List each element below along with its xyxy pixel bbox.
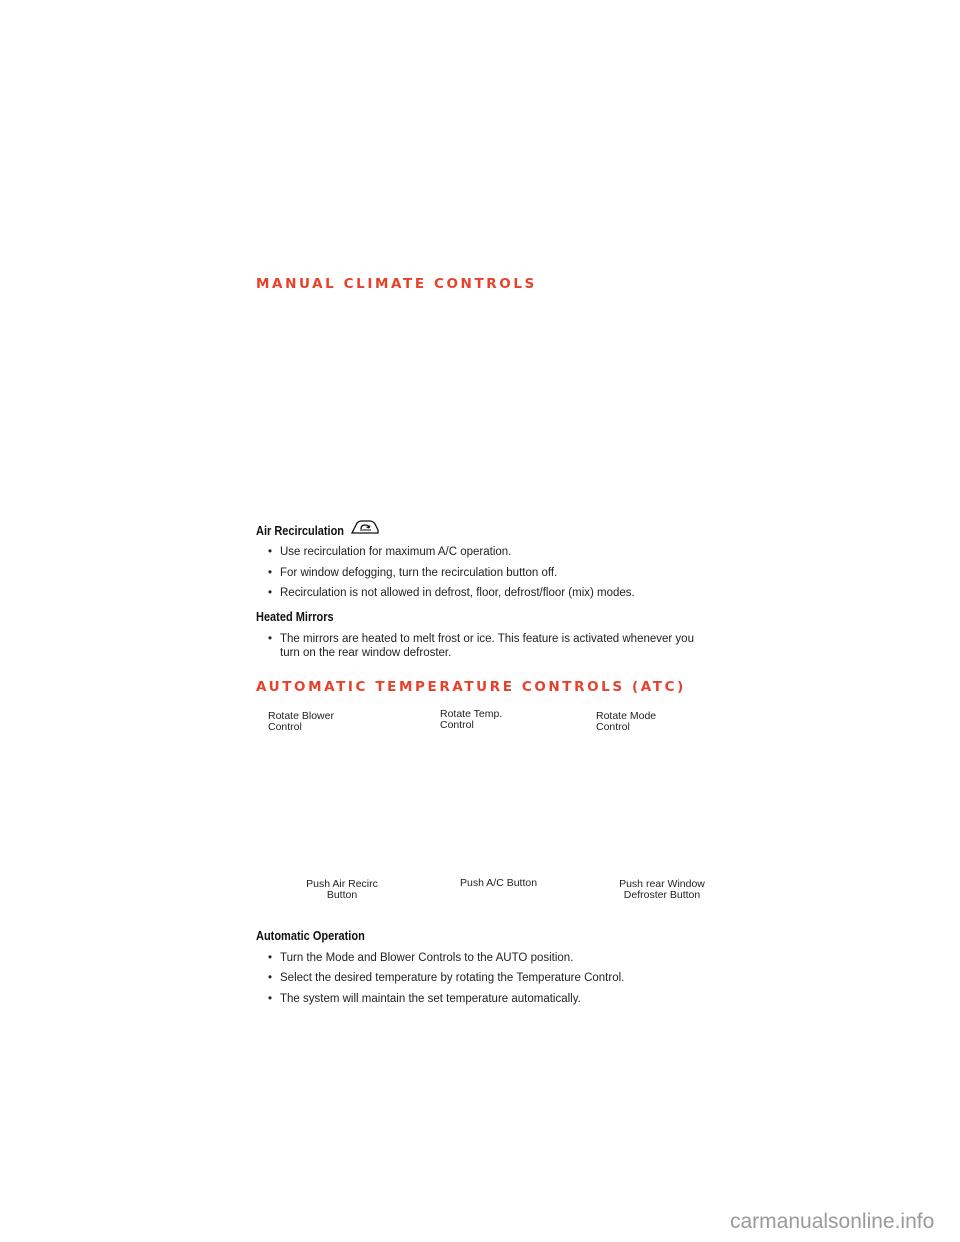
list-item: • For window defogging, turn the recirculation button off. bbox=[268, 567, 558, 579]
callout-push-rear-defroster: Push rear Window Defroster Button bbox=[619, 878, 705, 901]
air-recirculation-heading: Air Recirculation bbox=[256, 524, 345, 538]
section-title-manual-climate: MANUAL CLIMATE CONTROLS bbox=[256, 276, 537, 292]
watermark: carmanualsonline.info bbox=[730, 1210, 935, 1233]
automatic-operation-heading: Automatic Operation bbox=[256, 929, 365, 943]
callout-push-ac: Push A/C Button bbox=[460, 877, 538, 889]
list-item: • Use recirculation for maximum A/C operation. bbox=[268, 546, 512, 558]
callout-rotate-temp: Rotate Temp. Control bbox=[440, 708, 503, 731]
list-item: • Turn the Mode and Blower Controls to the AUTO position. bbox=[268, 952, 574, 964]
list-item: • The system will maintain the set temperature automatically. bbox=[268, 993, 581, 1005]
callout-rotate-mode: Rotate Mode Control bbox=[596, 710, 657, 733]
list-item: • Recirculation is not allowed in defrost, floor, defrost/floor (mix) modes. bbox=[268, 587, 635, 599]
list-item: • Select the desired temperature by rotating the Temperature Control. bbox=[268, 972, 625, 984]
callout-push-air-recirc: Push Air Recirc Button bbox=[306, 878, 378, 901]
callout-rotate-blower: Rotate Blower Control bbox=[268, 710, 334, 733]
air-recirculation-icon bbox=[350, 518, 380, 541]
list-item: • The mirrors are heated to melt frost or ice. This feature is activated whenever you turn on the rear window defroster. bbox=[268, 633, 694, 659]
heated-mirrors-heading: Heated Mirrors bbox=[256, 610, 334, 624]
air-recirculation-heading-row bbox=[256, 522, 356, 540]
section-title-atc: AUTOMATIC TEMPERATURE CONTROLS (ATC) bbox=[256, 679, 686, 695]
